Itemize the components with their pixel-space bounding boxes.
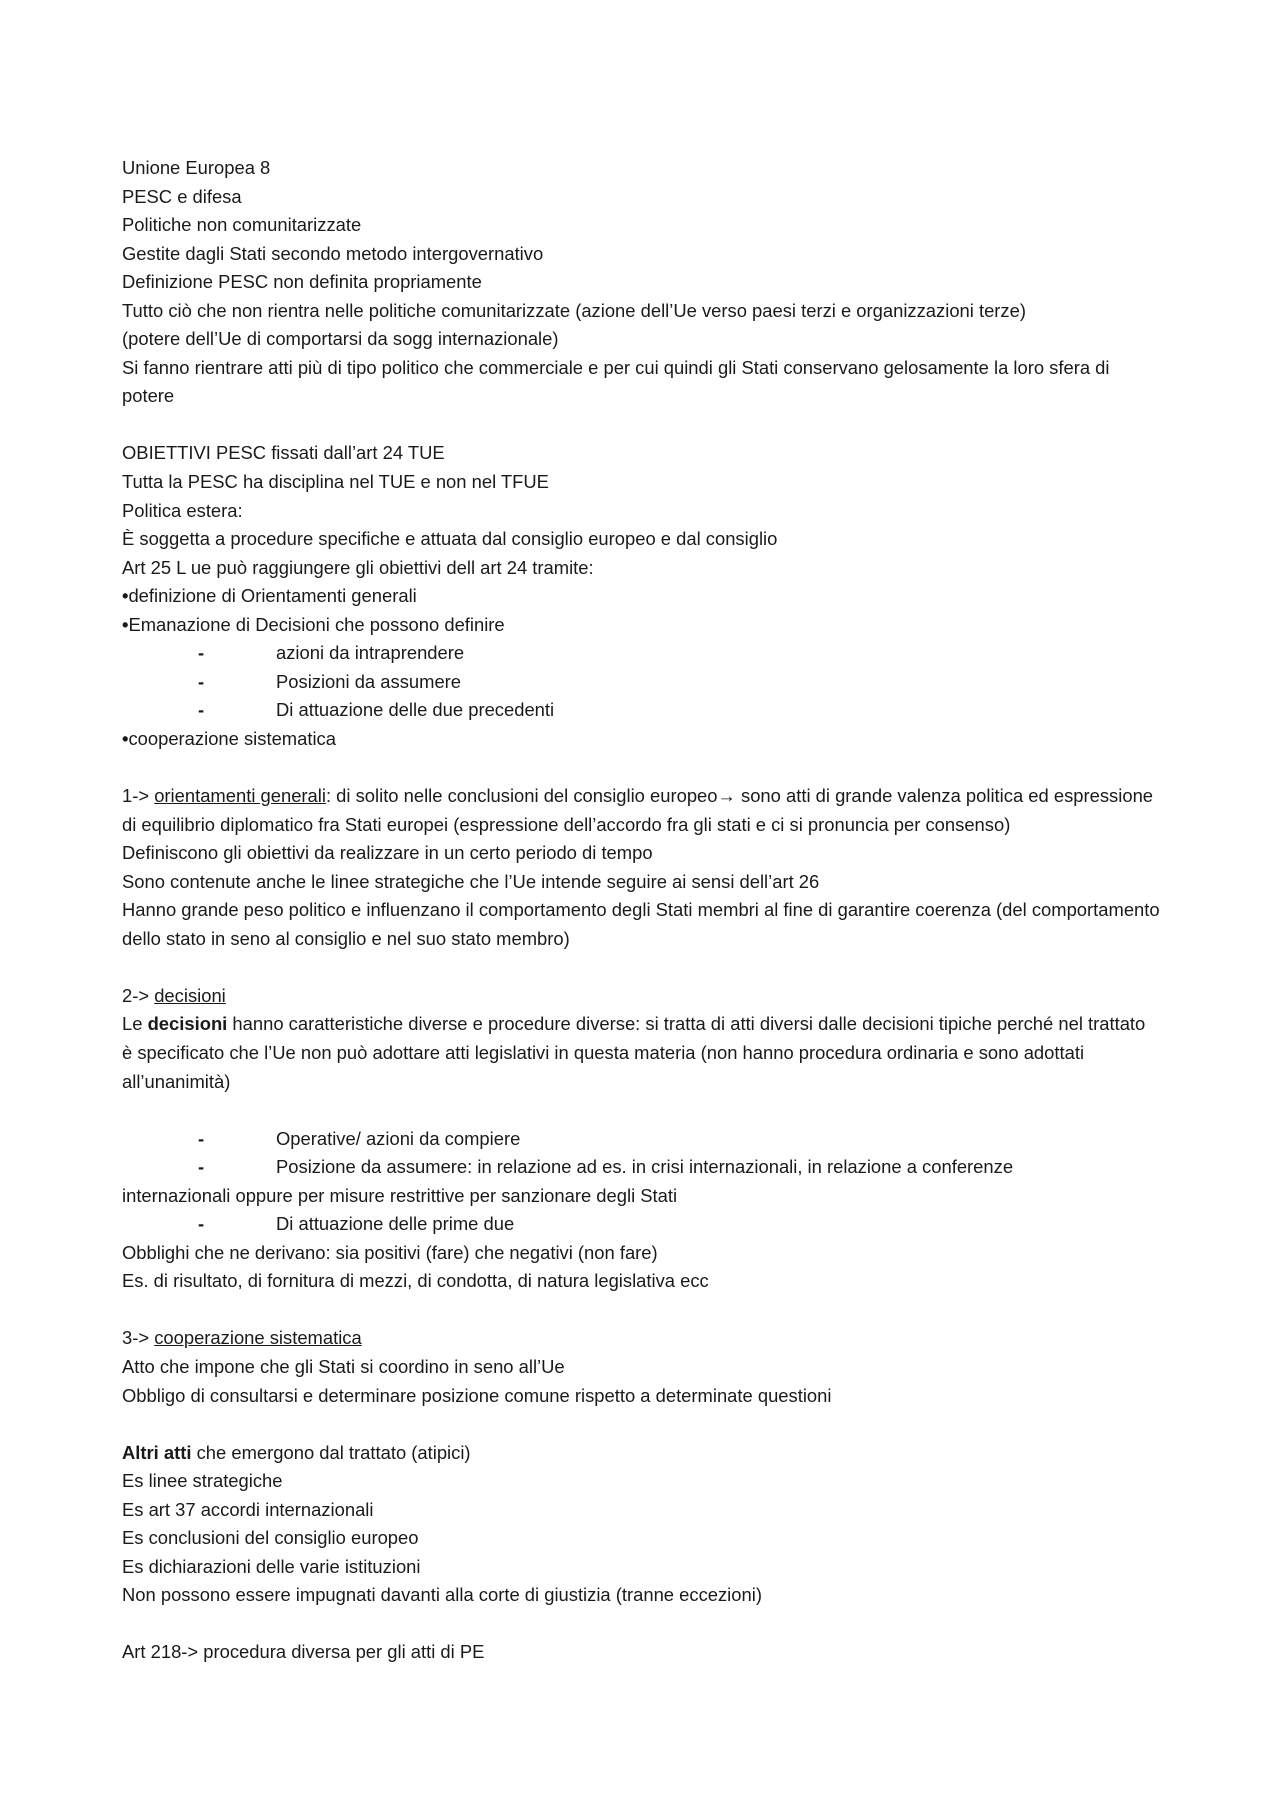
dash-item-continuation: internazionali oppure per misure restrittive per sanzionare degli Stati xyxy=(122,1184,678,1206)
spacer xyxy=(122,411,1160,440)
altri-line: Non possono essere impugnati davanti alla corte di giustizia (tranne eccezioni) xyxy=(122,1584,762,1606)
intro-paragraph: Si fanno rientrare atti più di tipo politico che commerciale e per cui quindi gli Stati conservano gelosamente la loro sfera di potere xyxy=(122,356,1110,407)
obiettivi-line: Art 25 L ue può raggiungere gli obiettivi dell art 24 tramite: xyxy=(122,556,594,578)
bullet-mark: • xyxy=(122,585,129,607)
document-subtitle: PESC e difesa xyxy=(122,185,242,207)
dash-text: Posizione da assumere: in relazione ad es. in crisi internazionali, in relazione a conferenze xyxy=(276,1156,1014,1178)
section1-term: orientamenti generali xyxy=(154,785,326,807)
final-line: Art 218-> procedura diversa per gli atti di PE xyxy=(122,1641,485,1663)
section3-line: Atto che impone che gli Stati si coordino in seno all’Ue xyxy=(122,1355,565,1377)
altri-bold: Altri atti xyxy=(122,1441,192,1463)
dash-mark: - xyxy=(198,1213,205,1235)
section2-paragraph xyxy=(122,1010,1160,1096)
altri-line: Es art 37 accordi internazionali xyxy=(122,1498,374,1520)
spacer xyxy=(122,1410,1160,1439)
bullet-item xyxy=(122,611,1160,640)
section3-prefix: 3-> xyxy=(122,1327,155,1349)
section1-line: Hanno grande peso politico e influenzano il comportamento degli Stati membri al fine di garantire coerenza (del comportamento dello stato in seno al consiglio e nel suo stato membro) xyxy=(122,899,1160,949)
dash-item xyxy=(122,1210,1160,1239)
dash-text: azioni da intraprendere xyxy=(276,642,465,664)
bullet-text: cooperazione sistematica xyxy=(128,727,336,749)
section1-line: Definiscono gli obiettivi da realizzare in un certo periodo di tempo xyxy=(122,842,653,864)
section1-prefix: 1-> xyxy=(122,785,155,807)
obiettivi-line: Tutta la PESC ha disciplina nel TUE e non nel TFUE xyxy=(122,471,549,493)
dash-text: Posizioni da assumere xyxy=(276,670,462,692)
spacer xyxy=(122,953,1160,982)
bullet-mark: • xyxy=(122,613,129,635)
dash-text: Di attuazione delle due precedenti xyxy=(276,699,555,721)
section2-para-start: Le xyxy=(122,1013,148,1035)
dash-text: Di attuazione delle prime due xyxy=(276,1213,515,1235)
dash-mark: - xyxy=(198,1127,205,1149)
spacer xyxy=(122,753,1160,782)
section3-term: cooperazione sistematica xyxy=(154,1327,362,1349)
spacer xyxy=(122,1610,1160,1639)
section1-line: Sono contenute anche le linee strategiche che l’Ue intende seguire ai sensi dell’art 26 xyxy=(122,870,820,892)
dash-item xyxy=(122,1125,1160,1154)
obiettivi-heading: OBIETTIVI PESC fissati dall’art 24 TUE xyxy=(122,442,445,464)
section2-term: decisioni xyxy=(154,984,226,1006)
bullet-item xyxy=(122,725,1160,754)
intro-line: Definizione PESC non definita propriamente xyxy=(122,271,482,293)
section2-para-bold: decisioni xyxy=(147,1013,228,1035)
bullet-text: definizione di Orientamenti generali xyxy=(128,585,417,607)
section1-text: : di solito nelle conclusioni del consiglio europeo→ sono atti di grande valenza politica ed espressione di equilibrio diplomatico fra Stati europei (espressione dell’accordo fra gli stati e ci si pronuncia per consenso) xyxy=(122,785,1154,835)
intro-line: Gestite dagli Stati secondo metodo intergovernativo xyxy=(122,242,544,264)
obiettivi-line: È soggetta a procedure specifiche e attuata dal consiglio europeo e dal consiglio xyxy=(122,528,778,550)
spacer xyxy=(122,1096,1160,1125)
dash-mark: - xyxy=(198,642,205,664)
dash-text: Operative/ azioni da compiere xyxy=(276,1127,521,1149)
altri-line: Es linee strategiche xyxy=(122,1470,283,1492)
bullet-text: Emanazione di Decisioni che possono definire xyxy=(128,613,505,635)
altri-line: Es conclusioni del consiglio europeo xyxy=(122,1527,419,1549)
bullet-mark: • xyxy=(122,727,129,749)
section2-prefix: 2-> xyxy=(122,984,155,1006)
dash-item xyxy=(122,1153,1160,1182)
dash-mark: - xyxy=(198,699,205,721)
obiettivi-line: Politica estera: xyxy=(122,499,243,521)
intro-line: (potere dell’Ue di comportarsi da sogg internazionale) xyxy=(122,328,559,350)
bullet-item xyxy=(122,582,1160,611)
intro-line: Tutto ciò che non rientra nelle politiche comunitarizzate (azione dell’Ue verso paesi terzi e organizzazioni terze) xyxy=(122,299,1026,321)
dash-mark: - xyxy=(198,670,205,692)
section2-para-rest: hanno caratteristiche diverse e procedure diverse: si tratta di atti diversi dalle decisioni tipiche perché nel trattato è specificato che l’Ue non può adottare atti legislativi in questa materia (non hanno procedura ordinaria e sono adottati all’unanimità) xyxy=(122,1013,1146,1092)
dash-mark: - xyxy=(198,1156,205,1178)
intro-line: Politiche non comunitarizzate xyxy=(122,214,362,236)
altri-heading xyxy=(122,1439,1160,1468)
section3-line: Obbligo di consultarsi e determinare posizione comune rispetto a determinate questioni xyxy=(122,1384,832,1406)
altri-rest: che emergono dal trattato (atipici) xyxy=(191,1441,471,1463)
dash-item xyxy=(122,696,1160,725)
spacer xyxy=(122,1296,1160,1325)
section2-line: Es. di risultato, di fornitura di mezzi, di condotta, di natura legislativa ecc xyxy=(122,1270,709,1292)
dash-item xyxy=(122,668,1160,697)
section2-line: Obblighi che ne derivano: sia positivi (fare) che negativi (non fare) xyxy=(122,1241,658,1263)
section3-heading xyxy=(122,1324,1160,1353)
dash-item xyxy=(122,639,1160,668)
section2-heading xyxy=(122,982,1160,1011)
altri-line: Es dichiarazioni delle varie istituzioni xyxy=(122,1555,421,1577)
document-title: Unione Europea 8 xyxy=(122,157,271,178)
section1-paragraph xyxy=(122,782,1160,839)
